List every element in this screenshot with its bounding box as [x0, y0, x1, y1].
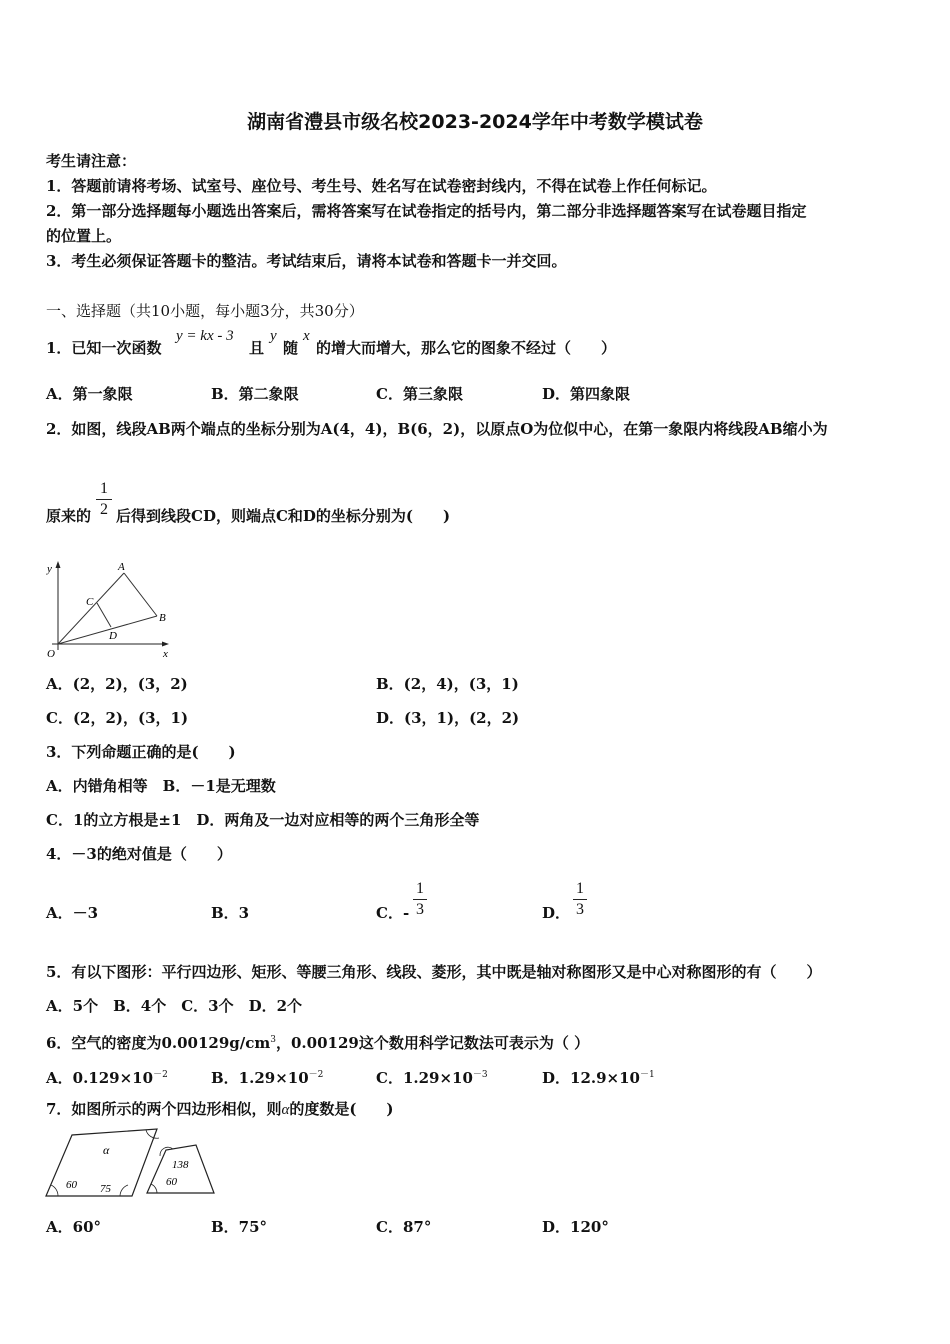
q1-stem-mid2: 随 — [283, 339, 299, 357]
q6-option-b — [211, 1066, 323, 1087]
arc-60-b — [151, 1184, 157, 1193]
fraction-bar — [413, 899, 427, 900]
q6-c-base: C．1.29×10 — [376, 1069, 473, 1087]
arc-75 — [120, 1185, 128, 1196]
notice-item-1: 1．答题前请将考场、试室号、座位号、考生号、姓名写在试卷密封线内，不得在试卷上作任何标记。 — [46, 177, 717, 195]
q2-option-b: B．(2，4)，(3，1) — [376, 675, 519, 693]
segment-cd — [97, 603, 111, 627]
label-alpha: α — [103, 1143, 110, 1157]
q6-option-c — [376, 1066, 488, 1087]
label-60-a: 60 — [66, 1179, 77, 1191]
q6-c-exp: －3 — [472, 1070, 488, 1080]
q7-option-a: A．60° — [46, 1218, 102, 1236]
q4-option-d-fraction — [573, 880, 587, 919]
fraction-bar — [573, 899, 587, 900]
q1-stem-post: 的增大而增大，那么它的图象不经过（ ） — [316, 339, 617, 357]
q6-b-exp: －2 — [308, 1070, 324, 1080]
q4-d-num: 1 — [576, 880, 584, 897]
label-d: D — [109, 630, 117, 642]
notice-item-2-cont: 的位置上。 — [46, 227, 122, 245]
q1-stem-mid1: 且 — [249, 339, 265, 357]
label-60-b: 60 — [166, 1176, 177, 1188]
q4-stem: 4．－3的绝对值是（ ） — [46, 845, 232, 863]
q1-var-x: x — [303, 328, 310, 344]
section-heading: 一、选择题（共10小题，每小题3分，共30分） — [46, 302, 364, 320]
q2-option-d: D．(3，1)，(2，2) — [376, 709, 520, 727]
q2-stem-pre: 原来的 — [46, 507, 92, 525]
q6-option-d — [542, 1066, 655, 1087]
q4-d-den: 3 — [576, 901, 584, 918]
q4-option-b: B．3 — [211, 904, 250, 922]
q4-c-num: 1 — [416, 880, 424, 897]
label-c: C — [86, 596, 94, 608]
label-138: 138 — [172, 1159, 189, 1171]
q3-stem: 3．下列命题正确的是( ) — [46, 743, 236, 761]
q6-d-exp: －1 — [639, 1070, 655, 1080]
q5-stem: 5．有以下图形：平行四边形、矩形、等腰三角形、线段、菱形，其中既是轴对称图形又是中心对称图形的有（ ） — [46, 963, 822, 981]
q1-option-c: C．第三象限 — [376, 385, 463, 403]
q3-options-row-2: C．1的立方根是±1 D．两角及一边对应相等的两个三角形全等 — [46, 811, 480, 829]
label-a: A — [118, 561, 125, 573]
q6-stem — [46, 1031, 589, 1052]
q7-option-d: D．120° — [542, 1218, 609, 1236]
q6-a-base: A．0.129×10 — [46, 1069, 154, 1087]
q2-figure — [40, 558, 180, 660]
q2-option-c: C．(2，2)，(3，1) — [46, 709, 189, 727]
q4-option-d: D． — [542, 904, 571, 922]
q1-option-b: B．第二象限 — [211, 385, 299, 403]
q2-stem-post: 后得到线段CD，则端点C和D的坐标分别为( ) — [116, 507, 451, 525]
label-75: 75 — [100, 1183, 111, 1195]
q6-a-exp: －2 — [153, 1070, 168, 1080]
label-b: B — [159, 612, 166, 624]
q7-alpha: α — [281, 1102, 290, 1118]
q2-fraction — [96, 480, 112, 519]
label-o: O — [47, 648, 55, 660]
q6-stem-post: ，0.00129这个数用科学记数法可表示为（ ） — [276, 1034, 590, 1052]
arc-60-a — [51, 1185, 58, 1196]
q3-options-row-1: A．内错角相等 B．－1是无理数 — [46, 777, 276, 795]
q2-frac-num: 1 — [100, 480, 108, 497]
q7-stem-post: 的度数是( ) — [289, 1100, 394, 1118]
q6-b-base: B．1.29×10 — [211, 1069, 309, 1087]
q4-option-c: C．- — [376, 904, 410, 922]
q5-options: A．5个 B．4个 C．3个 D．2个 — [46, 997, 303, 1015]
q1-formula: y = kx - 3 — [176, 328, 234, 344]
fraction-bar — [96, 499, 112, 500]
q6-stem-pre: 6．空气的密度为0.00129g/cm — [46, 1034, 271, 1052]
q2-stem: 2．如图，线段AB两个端点的坐标分别为A(4，4)，B(6，2)，以原点O为位似中心，在第一象限内将线段AB缩小为 — [46, 420, 828, 438]
q1-stem-pre: 1．已知一次函数 — [46, 339, 162, 357]
q7-stem-pre: 7．如图所示的两个四边形相似，则 — [46, 1100, 282, 1118]
q4-option-c-fraction — [413, 880, 427, 919]
notice-item-3: 3．考生必须保证答题卡的整洁。考试结束后，请将本试卷和答题卡一并交回。 — [46, 252, 567, 270]
q4-c-den: 3 — [416, 901, 424, 918]
q1-var-y: y — [270, 328, 277, 344]
arc-alpha — [146, 1130, 159, 1138]
notice-heading: 考生请注意： — [46, 152, 137, 170]
q6-option-a — [46, 1066, 168, 1087]
q2-frac-den: 2 — [100, 501, 108, 518]
q7-figure — [40, 1128, 220, 1200]
q1-option-a: A．第一象限 — [46, 385, 133, 403]
x-arrow — [162, 642, 169, 647]
notice-item-2: 2．第一部分选择题每小题选出答案后，需将答案写在试卷指定的括号内，第二部分非选择题答案写在试卷题目指定 — [46, 202, 807, 220]
label-y: y — [47, 563, 52, 575]
q7-stem — [46, 1100, 394, 1119]
arc-138 — [160, 1147, 173, 1156]
q6-stem-sup: 3 — [270, 1035, 276, 1045]
page-title: 湖南省澧县市级名校2023-2024学年中考数学模试卷 — [247, 111, 703, 133]
segment-ab — [124, 573, 157, 616]
q6-d-base: D．12.9×10 — [542, 1069, 640, 1087]
label-x: x — [163, 648, 168, 660]
q4-option-a: A．－3 — [46, 904, 99, 922]
q1-option-d: D．第四象限 — [542, 385, 631, 403]
q2-option-a: A．(2，2)，(3，2) — [46, 675, 188, 693]
q7-option-c: C．87° — [376, 1218, 432, 1236]
q7-option-b: B．75° — [211, 1218, 268, 1236]
y-arrow — [56, 561, 61, 568]
